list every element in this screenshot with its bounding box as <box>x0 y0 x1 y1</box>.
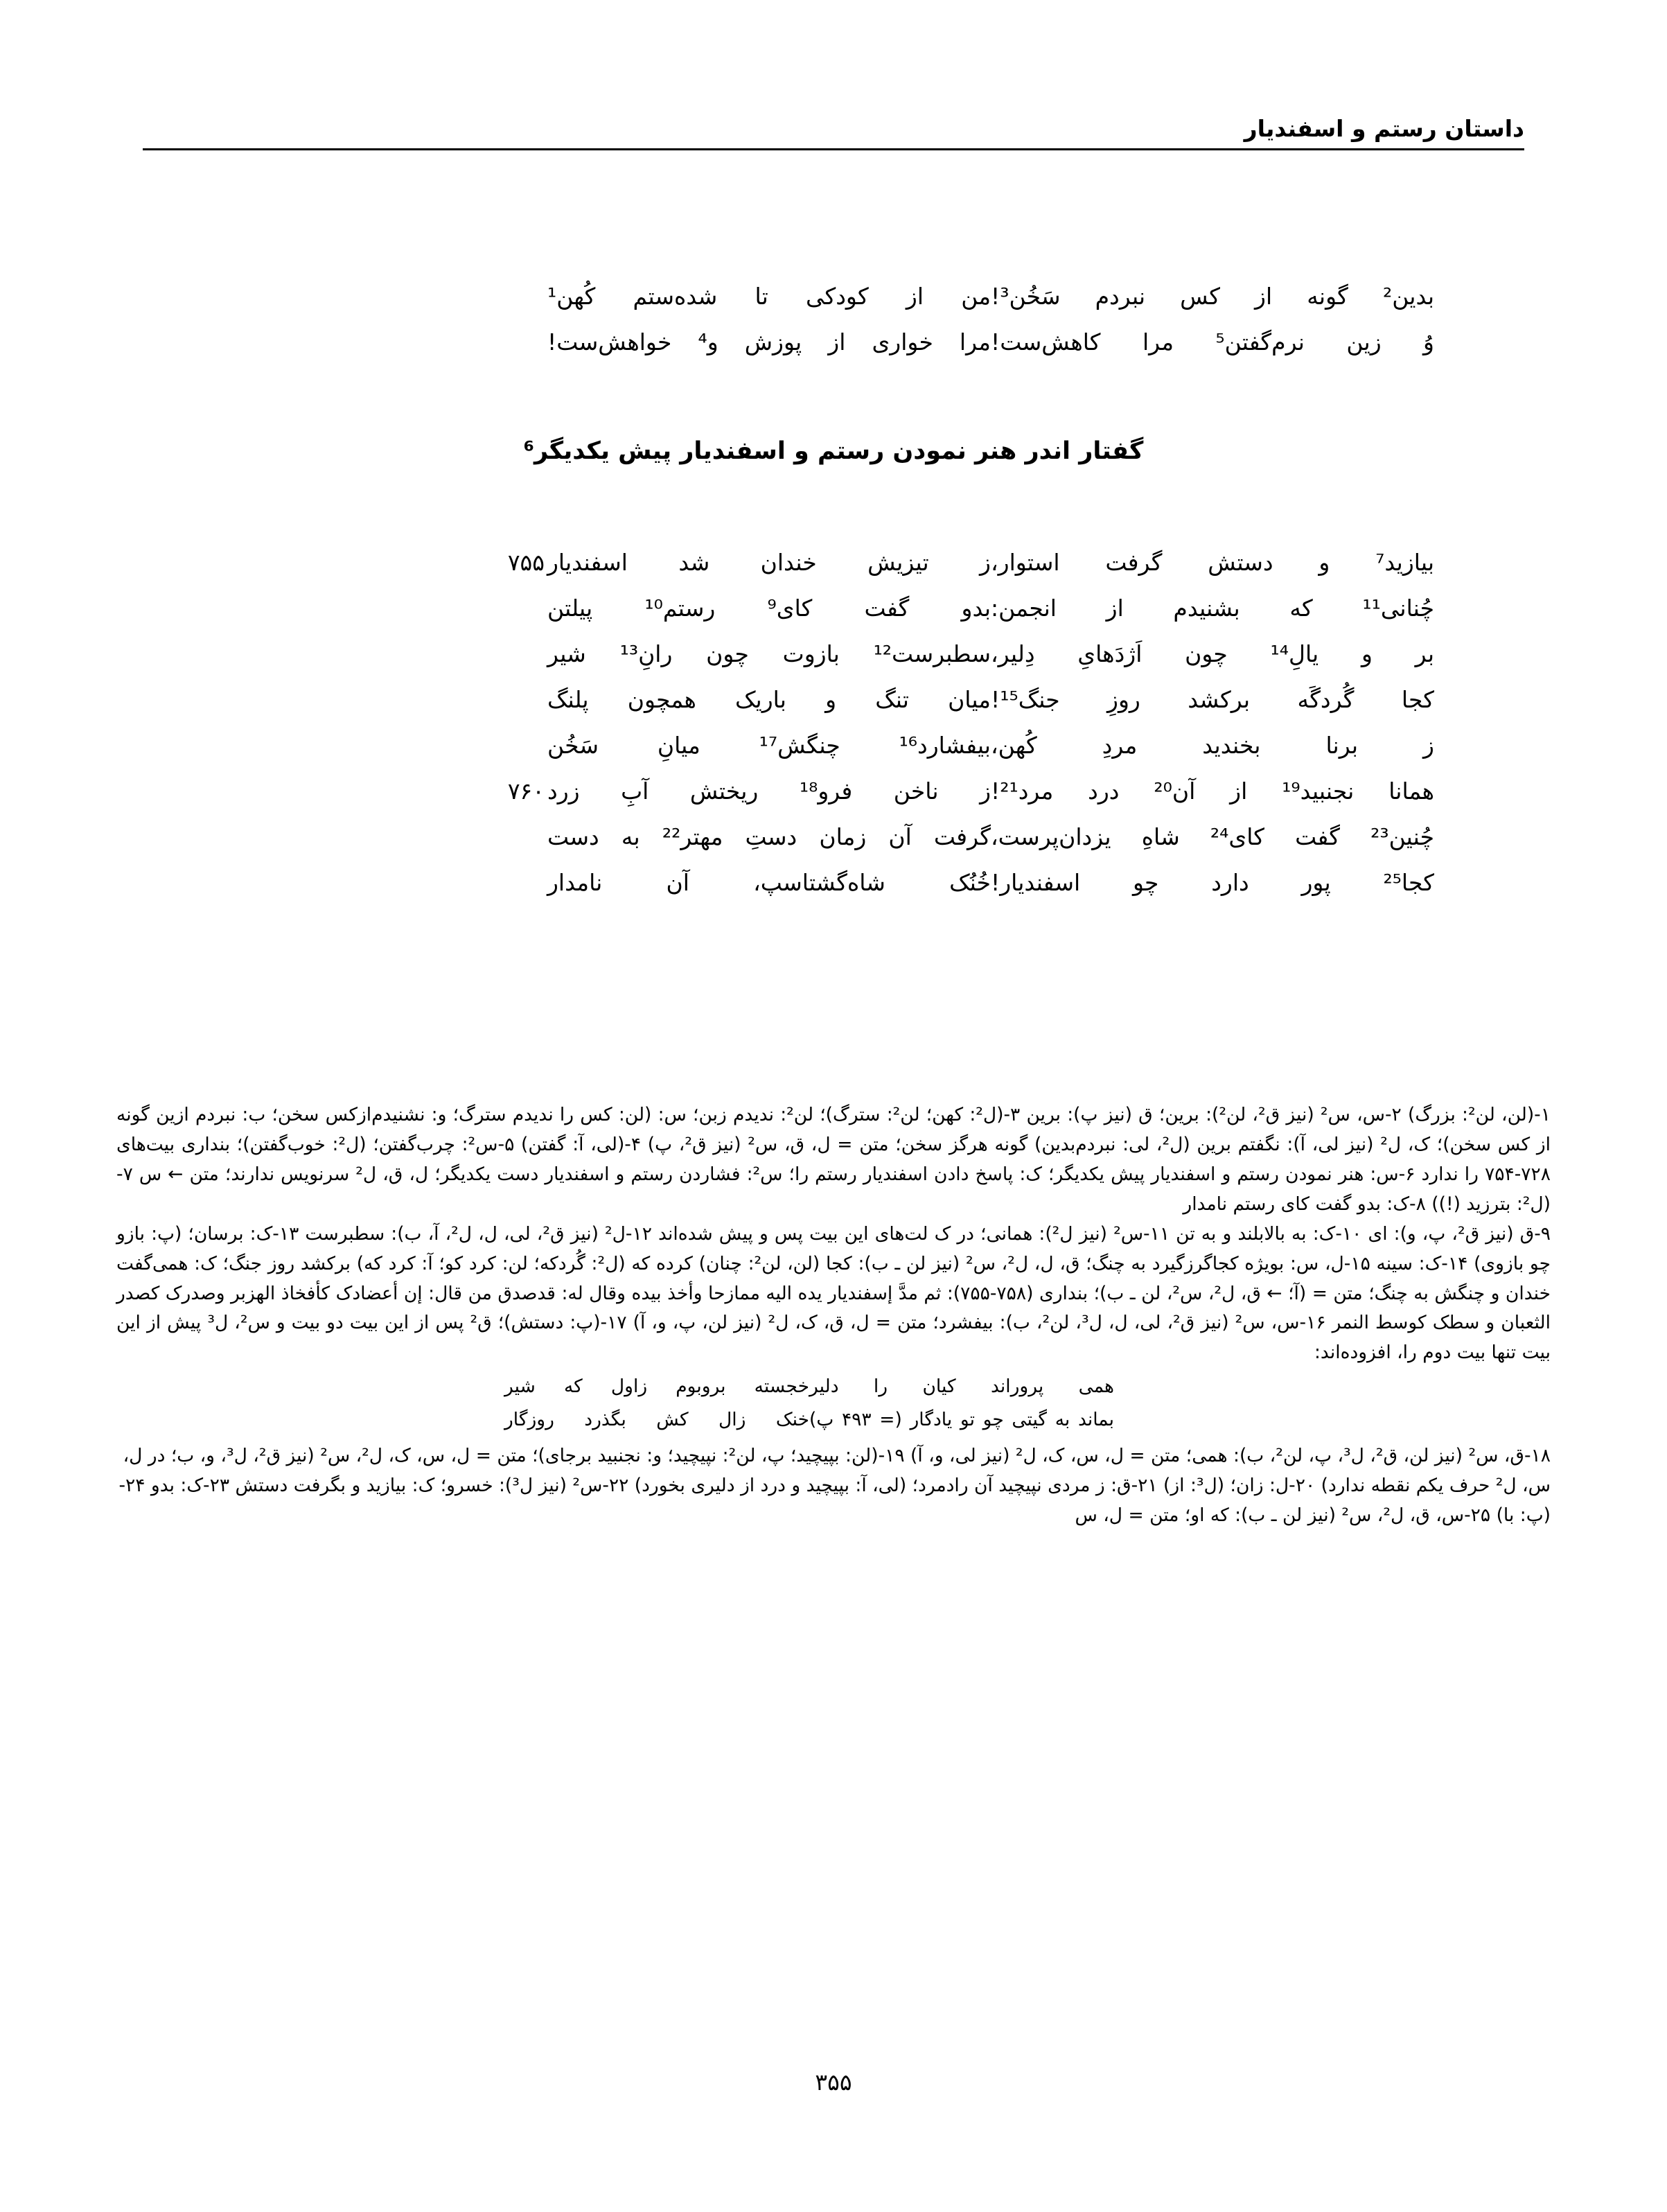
hemistich-right: بیفشارد¹⁶ چنگش¹⁷ میانِ سَخُن <box>547 732 991 759</box>
verse-row <box>143 638 1524 683</box>
hemistich-left: چُنانی¹¹ که بشنیدم از انجمن: <box>991 595 1434 622</box>
inset-verse-row <box>116 1372 1551 1405</box>
header-title: داستان رستم و اسفندیار <box>1244 115 1524 142</box>
hemistich-right: گرفت آن زمان دستِ مهتر²² به دست <box>547 823 991 850</box>
hemistich-right: میان تنگ و باریک همچون پلنگ <box>547 686 991 713</box>
inset-hemistich-right: خنک زال کش بگذرد روزگار <box>504 1409 809 1431</box>
hemistich-left: چُنین²³ گفت کای²⁴ شاهِ یزدان‌پرست، <box>991 823 1434 850</box>
verse-row <box>143 775 1524 820</box>
hemistich-right: سطبرست¹² بازوت چون رانِ¹³ شیر <box>547 640 991 667</box>
verse-number: ۷۵۵ <box>507 549 545 576</box>
hemistich-right: ز تیزیش خندان شد اسفندیار <box>547 549 991 576</box>
inset-hemistich-left: همی پروراند کیان را دلیر <box>809 1376 1114 1398</box>
verse-row <box>143 592 1524 638</box>
hemistich-right: بدو گفت کای⁹ رستم¹⁰ پیلتن <box>547 595 991 622</box>
verse-number: ۷۶۰ <box>507 778 545 805</box>
verse-row <box>143 546 1524 592</box>
hemistich-left: ز برنا بخندید مردِ کُهن، <box>991 732 1434 759</box>
hemistich-right: ز ناخن فرو¹⁸ ریختش آبِ زرد <box>547 778 991 805</box>
hemistich-right: من از کودکی تا شده‌ستم کُهن¹ <box>547 283 991 310</box>
note-paragraph: ۱۸-ق، س² (نیز لن، ق²، ل³، پ، لن²، ب): همی؛ متن = ل، س، ک، ل² (نیز لی، و، آ) ۱۹-(لن: بپیچید؛ پ، لن²: نپیچید؛ و: نجنبید برجای)؛ متن = ل، س، ک، ل²، س² (نیز ق²، ل³، و، ب؛ در ل، س، ل² حرف یکم نقطه ندارد) ۲۰-ل: زان؛ (ل³: از) ۲۱-ق: ز مردی نپیچید آن رادمرد؛ (لی، آ: بپیچید و درد از دلیری بخورد) ۲۲-س² (نیز ل³): خسرو؛ ک: بیازید و بگرفت دستش ۲۳-ک: بدو ۲۴-(پ: با) ۲۵-س، ق، ل²، س² (نیز لن ـ ب): که او؛ متن = ل، س <box>118 1445 1551 1527</box>
verse-row <box>143 820 1524 866</box>
hemistich-left: بیازید⁷ و دستش گرفت استوار، <box>991 549 1434 576</box>
hemistich-left: بدین² گونه از کس نبردم سَخُن³! <box>991 283 1434 310</box>
hemistich-right: مرا خواری از پوزش و⁴ خواهش‌ست! <box>547 328 991 356</box>
hemistich-left: وُ زین نرم‌گفتن⁵ مرا کاهش‌ست! <box>991 328 1434 356</box>
hemistich-left: کجا گُردگَه برکشد روزِ جنگ¹⁵! <box>991 686 1434 713</box>
note-paragraph: ۱-(لن، لن²: بزرگ) ۲-س، س² (نیز ق²، لن²): برین؛ ق (نیز پ): برین ۳-(ل²: کهن؛ لن²: سترگ)؛ لن²: ندیدم زبن؛ س: (لن: کس را ندیدم سترگ؛ و: نشنیدم‌ازکس سخن؛ ب: نبردم ازین گونه از کس سخن)؛ ک، ل² (نیز لی، آ): نگفتم برین (ل²، لی: نبردم‌بدین) گونه هرگز سخن؛ متن = ل، ق، س² (نیز ق²، پ) ۴-(لی، آ: گفتن) ۵-س²: چرب‌گفتن؛ (ل²: خوب‌گفتن)؛ بنداری بیت‌های ۷۲۸-۷۵۴ را ندارد ۶-س: هنر نمودن رستم و اسفندیار پیش یکدیگر؛ ک: پاسخ دادن اسفندیار رستم را؛ س²: فشاردن رستم و اسفندیار دست یکدیگر؛ ل، ق، ل² سرنویس ندارند؛ متن ← س ۷-(ل²: بترزید (!)) ۸-ک: بدو گفت کای رستم نامدار <box>116 1104 1551 1215</box>
running-header <box>143 116 1524 150</box>
critical-apparatus <box>116 1100 1551 1531</box>
verse-row <box>143 729 1524 775</box>
inset-hemistich-right: خجسته بروبوم زاول که شیر <box>504 1376 809 1398</box>
hemistich-left: بر و یالِ¹⁴ چون اَژدَهایِ دِلیر، <box>991 640 1434 667</box>
verse-row <box>143 683 1524 729</box>
verse-row <box>143 280 1524 326</box>
page-number: ۳۵۵ <box>815 2069 852 2096</box>
hemistich-left: همانا نجنبید¹⁹ از آن²⁰ درد مرد²¹! <box>991 778 1434 805</box>
hemistich-left: کجا²⁵ پور دارد چو اسفندیار! <box>991 869 1434 896</box>
inset-hemistich-left: بماند به گیتی چو تو یادگار (= ۴۹۳ پ) <box>809 1409 1115 1431</box>
verse-row <box>143 866 1524 912</box>
verse-block-top <box>143 280 1524 371</box>
inset-couplets <box>116 1372 1551 1439</box>
hemistich-right: خُنُک شاه‌گشتاسپ، آن نامدار <box>547 869 991 896</box>
verse-block-main <box>143 546 1524 912</box>
verse-row <box>143 326 1524 371</box>
section-heading: گفتار اندر هنر نمودن رستم و اسفندیار پیش یکدیگر⁶ <box>523 437 1144 465</box>
inset-verse-row <box>116 1405 1551 1439</box>
note-paragraph: ۹-ق (نیز ق²، پ، و): ای ۱۰-ک: به بالابلند و به تن ۱۱-س² (نیز ل²): همانی؛ در ک لت‌های این بیت پس و پیش شده‌اند ۱۲-ل² (نیز ق²، لی، ل، ل²، آ، ب): سطبرست ۱۳-ک: برسان؛ (پ: بازو چو بازوی) ۱۴-ک: سینه ۱۵-ل، س: بویژه کجاگرزگیرد به چنگ؛ ق، ل، ل²، س² (نیز لن ـ ب): کجا (لن، لن²: چنان) کرده که (ل²: گُردکه؛ لن: کرد کو؛ آ: کرد که) برکشد روز جنگ؛ ک: همی‌گفت خندان و چنگش به چنگ؛ متن = (آ؛ ← ق، ل²، س²، لن ـ ب)؛ بنداری (۷۵۸-۷۵۵): ثم مدَّ إسفندیار یده الیه ممازحا وأخذ بیده وقال له: قدصدق من قال: إن أعضادک کأفخاذ الهزبر وصدرک کصدر الثعبان و سطک کوسط النمر ۱۶-س، س² (نیز ق²، لی، ل، ل³، لن²، ب): بیفشرد؛ متن = ل، ق، ک، ل² (نیز لن، پ، و، آ) ۱۷-(پ: دستش)؛ ق² پس از این بیت دو بیت و س²، ل³ پیش از این بیت تنها بیت دوم را، افزوده‌اند: <box>116 1222 1551 1364</box>
header-divider <box>143 148 1524 150</box>
